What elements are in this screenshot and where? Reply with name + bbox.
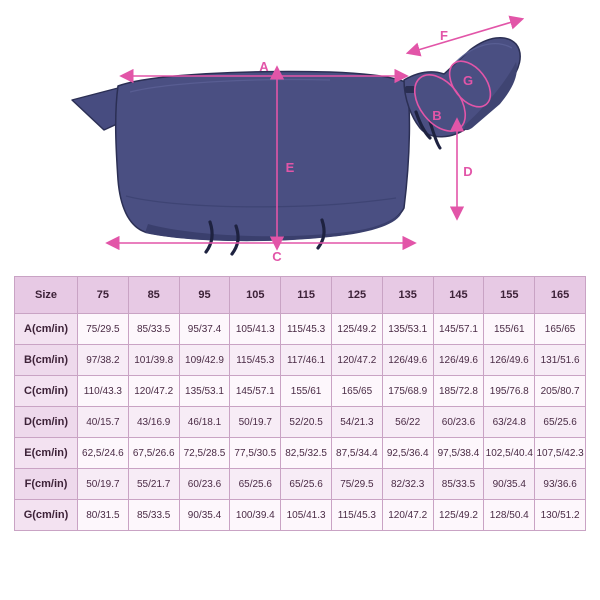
cell: 109/42.9: [179, 345, 230, 376]
cell: 128/50.4: [484, 500, 535, 531]
label-D: D: [463, 164, 473, 179]
row-label-c: C(cm/in): [15, 376, 78, 407]
measure-C: [118, 243, 404, 264]
cell: 97/38.2: [78, 345, 129, 376]
cell: 85/33.5: [128, 500, 179, 531]
cell: 100/39.4: [230, 500, 281, 531]
header-cell-75: 75: [78, 277, 129, 314]
table-row: [15, 314, 586, 345]
cell: 107,5/42.3: [535, 438, 586, 469]
cell: 125/49.2: [433, 500, 484, 531]
cell: 175/68.9: [382, 376, 433, 407]
row-label-d: D(cm/in): [15, 407, 78, 438]
row-label-a: A(cm/in): [15, 314, 78, 345]
row-label-g: G(cm/in): [15, 500, 78, 531]
table-row: [15, 407, 586, 438]
blanket-hood-shape: [404, 38, 520, 148]
row-label-f: F(cm/in): [15, 469, 78, 500]
row-label-b: B(cm/in): [15, 345, 78, 376]
table-row: [15, 345, 586, 376]
cell: 120/47.2: [331, 345, 382, 376]
cell: 125/49.2: [331, 314, 382, 345]
cell: 56/22: [382, 407, 433, 438]
cell: 93/36.6: [535, 469, 586, 500]
cell: 115/45.3: [281, 314, 332, 345]
cell: 195/76.8: [484, 376, 535, 407]
row-label-e: E(cm/in): [15, 438, 78, 469]
cell: 50/19.7: [230, 407, 281, 438]
cell: 126/49.6: [484, 345, 535, 376]
cell: 50/19.7: [78, 469, 129, 500]
cell: 72,5/28.5: [179, 438, 230, 469]
cell: 90/35.4: [484, 469, 535, 500]
cell: 77,5/30.5: [230, 438, 281, 469]
cell: 97,5/38.4: [433, 438, 484, 469]
cell: 62,5/24.6: [78, 438, 129, 469]
table-row: [15, 438, 586, 469]
cell: 52/20.5: [281, 407, 332, 438]
cell: 110/43.3: [78, 376, 129, 407]
label-G: G: [462, 73, 474, 88]
cell: 130/51.2: [535, 500, 586, 531]
cell: 65/25.6: [535, 407, 586, 438]
cell: 82/32.3: [382, 469, 433, 500]
label-F: F: [440, 28, 448, 43]
cell: 155/61: [281, 376, 332, 407]
cell: 155/61: [484, 314, 535, 345]
cell: 80/31.5: [78, 500, 129, 531]
label-B: B: [432, 108, 442, 123]
cell: 87,5/34.4: [331, 438, 382, 469]
cell: 205/80.7: [535, 376, 586, 407]
cell: 135/53.1: [179, 376, 230, 407]
cell: 101/39.8: [128, 345, 179, 376]
header-cell-105: 105: [230, 277, 281, 314]
cell: 65/25.6: [281, 469, 332, 500]
cell: 54/21.3: [331, 407, 382, 438]
table-row: [15, 500, 586, 531]
cell: 165/65: [331, 376, 382, 407]
cell: 145/57.1: [433, 314, 484, 345]
cell: 135/53.1: [382, 314, 433, 345]
cell: 185/72.8: [433, 376, 484, 407]
cell: 55/21.7: [128, 469, 179, 500]
header-cell-115: 115: [281, 277, 332, 314]
cell: 75/29.5: [78, 314, 129, 345]
table-header-row: [15, 277, 586, 314]
cell: 102,5/40.4: [484, 438, 535, 469]
cell: 60/23.6: [179, 469, 230, 500]
cell: 92,5/36.4: [382, 438, 433, 469]
cell: 115/45.3: [331, 500, 382, 531]
header-cell-125: 125: [331, 277, 382, 314]
size-chart-table: [14, 276, 586, 531]
cell: 65/25.6: [230, 469, 281, 500]
cell: 85/33.5: [128, 314, 179, 345]
table-row: [15, 376, 586, 407]
cell: 117/46.1: [281, 345, 332, 376]
cell: 90/35.4: [179, 500, 230, 531]
cell: 120/47.2: [382, 500, 433, 531]
cell: 85/33.5: [433, 469, 484, 500]
cell: 126/49.6: [382, 345, 433, 376]
blanket-body-shape: [72, 72, 409, 254]
label-E: E: [285, 160, 295, 175]
header-cell-size: Size: [15, 277, 78, 314]
header-cell-135: 135: [382, 277, 433, 314]
measure-D: [457, 130, 473, 208]
cell: 105/41.3: [230, 314, 281, 345]
cell: 75/29.5: [331, 469, 382, 500]
header-cell-155: 155: [484, 277, 535, 314]
label-C: C: [272, 249, 282, 264]
cell: 46/18.1: [179, 407, 230, 438]
cell: 115/45.3: [230, 345, 281, 376]
header-cell-145: 145: [433, 277, 484, 314]
table-row: [15, 469, 586, 500]
cell: 145/57.1: [230, 376, 281, 407]
cell: 120/47.2: [128, 376, 179, 407]
measurement-diagram: [0, 0, 600, 268]
cell: 126/49.6: [433, 345, 484, 376]
cell: 82,5/32.5: [281, 438, 332, 469]
cell: 43/16.9: [128, 407, 179, 438]
cell: 131/51.6: [535, 345, 586, 376]
cell: 67,5/26.6: [128, 438, 179, 469]
label-A: A: [259, 59, 269, 74]
header-cell-165: 165: [535, 277, 586, 314]
cell: 165/65: [535, 314, 586, 345]
cell: 105/41.3: [281, 500, 332, 531]
cell: 63/24.8: [484, 407, 535, 438]
header-cell-85: 85: [128, 277, 179, 314]
cell: 95/37.4: [179, 314, 230, 345]
cell: 60/23.6: [433, 407, 484, 438]
cell: 40/15.7: [78, 407, 129, 438]
header-cell-95: 95: [179, 277, 230, 314]
